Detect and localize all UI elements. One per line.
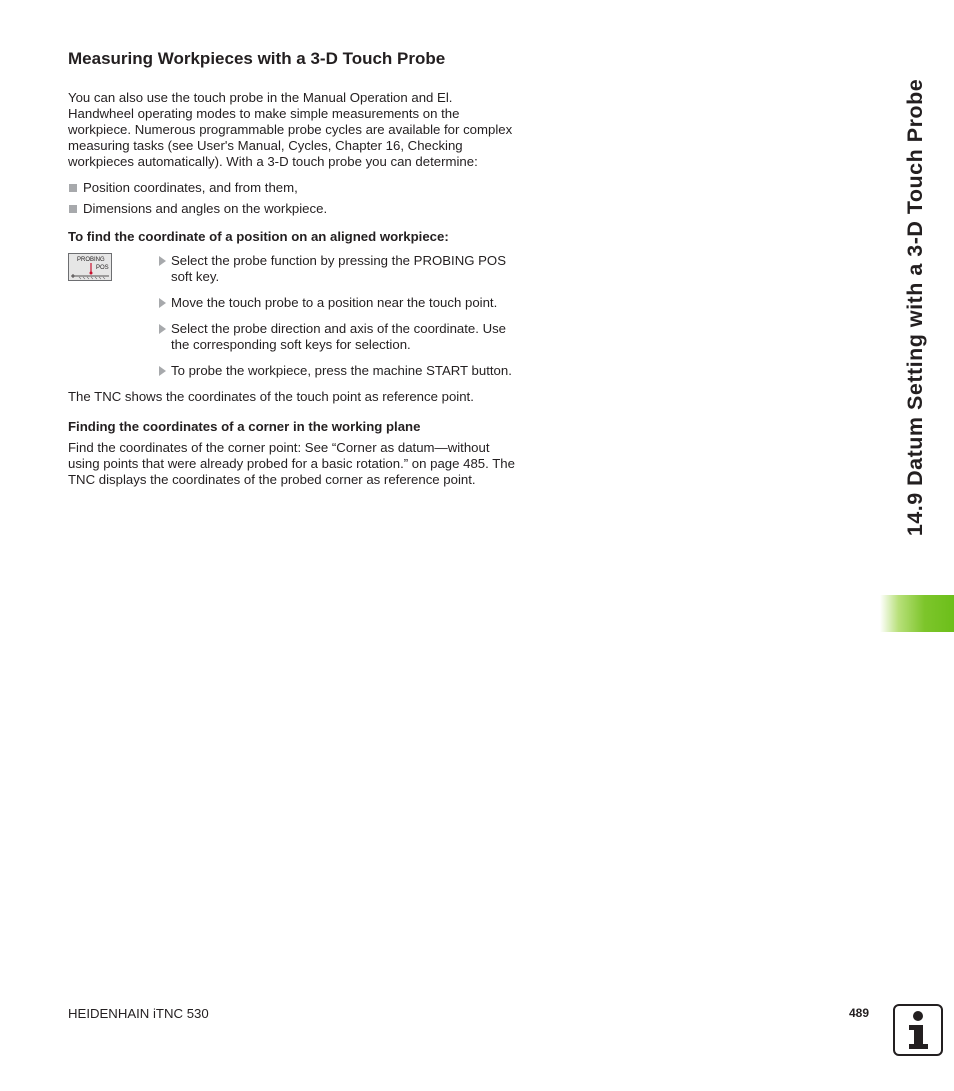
- list-item: Select the probe direction and axis of the coordinate. Use the corresponding soft keys for selection.: [159, 321, 518, 353]
- section-title: Measuring Workpieces with a 3-D Touch Probe: [68, 49, 446, 68]
- info-icon: [893, 1004, 943, 1056]
- triangle-arrow-icon: [159, 366, 166, 376]
- triangle-arrow-icon: [159, 324, 166, 334]
- corner-paragraph: Find the coordinates of the corner point: See “Corner as datum—without using points that were already probed for a basic rotation.” on page 485. The TNC displays the coordinates of the probed corner as reference point.: [68, 440, 515, 487]
- list-item: Select the probe function by pressing the PROBING POS soft key.: [159, 253, 518, 285]
- step-list: [68, 253, 518, 379]
- probe-graphic-icon: [69, 254, 113, 282]
- intro-paragraph: You can also use the touch probe in the Manual Operation and El. Handwheel operating modes to make simple measurements on the workpiece. Numerous programmable probe cycles are available for complex measuring tasks (see User's Manual, Cycles, Chapter 16, Checking workpieces automatically). With a 3-D touch probe you can determine:: [68, 90, 513, 169]
- main-content: [68, 48, 518, 498]
- result-paragraph: The TNC shows the coordinates of the touch point as reference point.: [68, 389, 474, 404]
- square-bullet-icon: [69, 184, 77, 192]
- list-item: Move the touch probe to a position near the touch point.: [159, 295, 518, 311]
- triangle-arrow-icon: [159, 256, 166, 266]
- chapter-tab-marker: [880, 595, 954, 632]
- list-item: Dimensions and angles on the workpiece.: [68, 201, 518, 217]
- subheading-corner: Finding the coordinates of a corner in the working plane: [68, 419, 421, 434]
- list-item: Position coordinates, and from them,: [68, 180, 518, 196]
- side-chapter-title: 14.9 Datum Setting with a 3-D Touch Probe: [903, 78, 928, 537]
- list-item: To probe the workpiece, press the machine START button.: [159, 363, 518, 379]
- subheading-aligned-workpiece: To find the coordinate of a position on an aligned workpiece:: [68, 229, 449, 244]
- square-bullet-icon: [69, 205, 77, 213]
- procedure-steps: [68, 253, 518, 379]
- page-number: 489: [849, 1006, 870, 1020]
- triangle-arrow-icon: [159, 298, 166, 308]
- probing-pos-softkey-icon: PROBING POS: [68, 253, 112, 281]
- footer-product: HEIDENHAIN iTNC 530: [68, 1006, 209, 1021]
- bullet-list: [68, 180, 518, 217]
